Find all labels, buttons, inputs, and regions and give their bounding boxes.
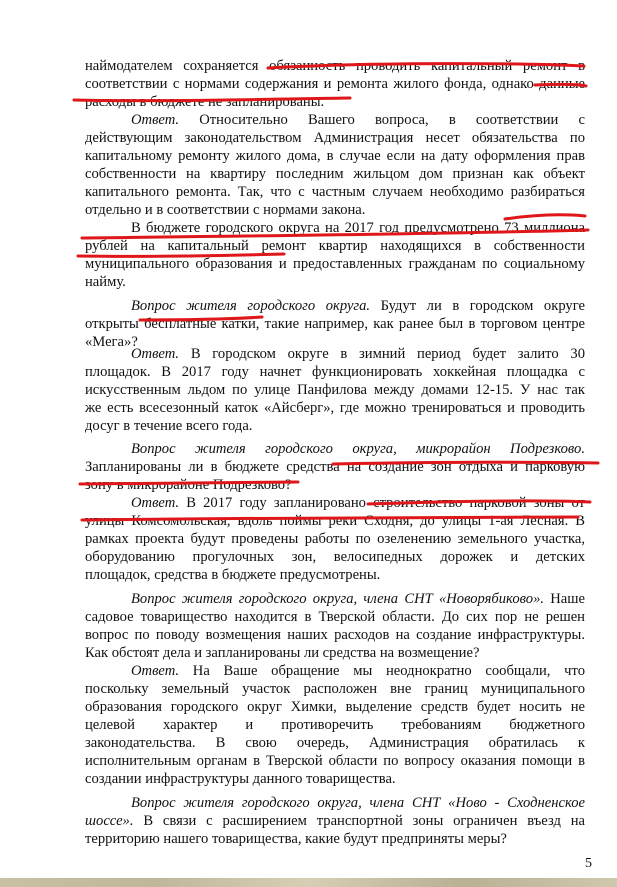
text-line: досуг в течение всего года. xyxy=(85,418,253,434)
text-line: площадок. В 2017 году начнет функционировать хоккейная площадка с xyxy=(85,364,585,380)
text-line: территорию нашего товарищества, какие будут предприняты меры? xyxy=(85,831,507,847)
text-line: искусственным льдом по улице Панфилова между домами 12-15. У нас так xyxy=(85,382,585,398)
italic-lead-in: Вопрос жителя городского округа, члена СНТ «Ново - Сходненское xyxy=(131,795,585,811)
text-line: капитальному ремонту жилого дома, в случае если на дату оформления прав xyxy=(85,148,585,164)
text-line: расходы в бюджете не запланированы. xyxy=(85,94,325,110)
text-line: открыты бесплатные катки, такие например, как ранее был в торговом центре xyxy=(85,316,585,332)
text-line: «Мега»? xyxy=(85,334,138,350)
text-line: муниципального образования и предоставленных гражданам по социальному xyxy=(85,256,585,272)
text-line: целевой характер и противоречить требованиям бюджетного xyxy=(85,717,585,733)
text-line: Ответ. Относительно Вашего вопроса, в соответствии с xyxy=(131,112,585,128)
text-line: собственности на квартиру последним жильцом дом признан как объект xyxy=(85,166,585,182)
text-line: наймодателем сохраняется обязанность проводить капитальный ремонт в xyxy=(85,58,585,74)
text-line: капитального ремонта. Так, что с частным случаем необходимо разбираться xyxy=(85,184,585,200)
italic-lead-in: Вопрос жителя городского округа, микрорайон Подрезково. xyxy=(131,441,585,457)
text-line: вопрос по поводу возмещения наших расходов на создание инфраструктуры. xyxy=(85,627,585,643)
italic-lead-in: Ответ. xyxy=(131,495,180,511)
text-line: Ответ. В 2017 году запланировано строительство парковой зоны от xyxy=(131,495,585,511)
italic-lead-in: Ответ. xyxy=(131,346,180,362)
italic-lead-in: Ответ. xyxy=(131,112,180,128)
text-line: создании инфраструктуры данного товарищества. xyxy=(85,771,396,787)
text-line: шоссе». В связи с расширением транспортной зоны ограничен въезд на xyxy=(85,813,585,829)
text-line xyxy=(131,440,585,458)
text-line: зону в микрорайоне Подрезково? xyxy=(85,477,292,493)
text-line: Ответ. В городском округе в зимний период будет залито 30 xyxy=(131,346,585,362)
text-line: садовое товарищество находится в Тверской области. До сих пор не решен xyxy=(85,609,585,625)
text-line: Как обстоят дела и запланированы ли средства на возмещение? xyxy=(85,645,480,661)
text-line xyxy=(131,794,585,812)
text-line: Вопрос жителя городского округа, члена СНТ «Новорябиково». Наше xyxy=(131,591,585,607)
italic-lead-in: Вопрос жителя городского округа. xyxy=(131,298,371,314)
text-line: Запланированы ли в бюджете средства на создание зон отдыха и парковую xyxy=(85,459,585,475)
text-line: В бюджете городского округа на 2017 год предусмотрено 73 миллиона xyxy=(131,220,585,236)
text-line: отдельно и в соответствии с нормами закона. xyxy=(85,202,366,218)
text-line: рамках проекта будут проведены работы по озеленению земельного участка, xyxy=(85,531,585,547)
italic-lead-in: Ответ. xyxy=(131,663,180,679)
text-line: Ответ. На Ваше обращение мы неоднократно сообщали, что xyxy=(131,663,585,679)
page-number: 5 xyxy=(585,856,592,871)
text-line: рублей на капитальный ремонт квартир находящихся в собственности xyxy=(85,238,585,254)
text-line: действующим законодательством Администрация несет обязательства по xyxy=(85,130,585,146)
text-line: Вопрос жителя городского округа. Будут ли в городском округе xyxy=(131,298,585,314)
text-line: соответствии с нормами содержания и ремонта жилого фонда, однако данные xyxy=(85,76,585,92)
text-line: оборудованию прогулочных зон, велосипедных дорожек и детских xyxy=(85,549,585,565)
italic-lead-in: шоссе». xyxy=(85,813,134,829)
text-line: улицы Комсомольская, вдоль поймы реки Сходня, до улицы 1-ая Лесная. В xyxy=(85,513,585,529)
text-line: же есть всесезонный каток «Айсберг», где можно тренироваться и проводить xyxy=(85,400,585,416)
text-line: исполнительным органам в Тверской области по вопросу оказания помощи в xyxy=(85,753,585,769)
text-line: найму. xyxy=(85,274,126,290)
text-line: площадок, средства в бюджете предусмотрены. xyxy=(85,567,381,583)
text-line: поскольку земельный участок расположен вне границ муниципального xyxy=(85,681,585,697)
scan-bottom-edge xyxy=(0,878,617,887)
text-line: образования городского округ Химки, выделение средств будет носить не xyxy=(85,699,585,715)
text-line: законодательства. В свою очередь, Администрация обратилась к xyxy=(85,735,585,751)
italic-lead-in: Вопрос жителя городского округа, члена СНТ «Новорябиково». xyxy=(131,591,545,607)
